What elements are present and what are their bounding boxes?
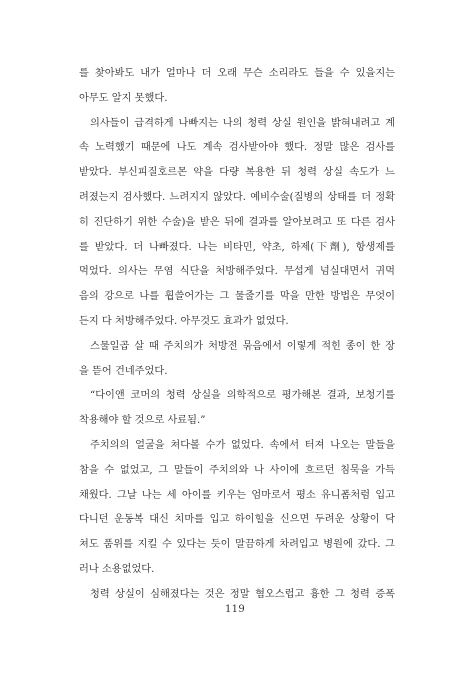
- text-line: 다니던 운동복 대신 치마를 입고 하이힐을 신으면 두려운 상황이 닥: [79, 514, 395, 526]
- quote-first-line: “다이앤 코머의 청력 상실을 의학적으로 평가해본 결과, 보청기를: [90, 390, 395, 402]
- paragraph-first-line: 청력 상실이 심해졌다는 것은 정말 혐오스럽고 흉한 그 청력 증폭: [90, 588, 395, 600]
- text-line: 를 찾아봐도 내가 얼마나 더 오래 무슨 소리라도 들을 수 있을지는: [79, 68, 395, 79]
- text-line: 참을 수 없었고, 그 말들이 주치의와 나 사이에 흐르던 침묵을 가득: [79, 464, 395, 476]
- text-line: 받았다. 부신피질호르몬 약을 다량 복용한 뒤 청력 상실 속도가 느: [79, 167, 395, 179]
- text-line: 아무도 알지 못했다.: [79, 92, 168, 104]
- text-line: 쳐도 품위를 지킬 수 있다는 듯이 말끔하게 차려입고 병원에 갔다. 그: [79, 539, 395, 551]
- text-line: 채웠다. 그날 나는 세 아이를 키우는 엄마로서 평소 유니폼처럼 입고: [79, 489, 395, 501]
- text-line: 을 뜯어 건네주었다.: [79, 365, 168, 377]
- text-line: 든지 다 처방해주었다. 아무것도 효과가 없었다.: [79, 315, 289, 327]
- text-line: 러나 소용없었다.: [79, 563, 155, 575]
- paragraph-first-line: 주치의의 얼굴을 쳐다볼 수가 없었다. 속에서 터져 나오는 말들을: [90, 439, 395, 451]
- text-line: 속 노력했기 때문에 나도 계속 검사받아야 했다. 정말 많은 검사를: [79, 142, 395, 154]
- text-line: 를 받았다. 더 나빠졌다. 나는 비타민, 약초, 하제(下劑), 항생제를: [79, 241, 395, 253]
- paragraph-first-line: 의사들이 급격하게 나빠지는 나의 청력 상실 원인을 밝혀내려고 계: [90, 117, 395, 129]
- text-line: 먹었다. 의사는 무염 식단을 처방해주었다. 무섭게 넘실대면서 귀먹: [79, 266, 395, 278]
- body-text: [79, 62, 395, 608]
- text-line: 히 진단하기 위한 수술)을 받은 뒤에 결과를 알아보려고 또 다른 검사: [79, 216, 395, 228]
- text-line: 려졌는지 검사했다. 느려지지 않았다. 예비수술(질병의 상태를 더 정확: [79, 191, 395, 203]
- text-line: 착용해야 할 것으로 사료됨.”: [79, 415, 206, 427]
- paragraph-first-line: 스물일곱 살 때 주치의가 처방전 묶음에서 이렇게 적힌 종이 한 장: [90, 340, 395, 352]
- text-line: 음의 강으로 나를 휩쓸어가는 그 물줄기를 막을 만한 방법은 무엇이: [79, 291, 395, 303]
- page-number: 119: [225, 604, 245, 615]
